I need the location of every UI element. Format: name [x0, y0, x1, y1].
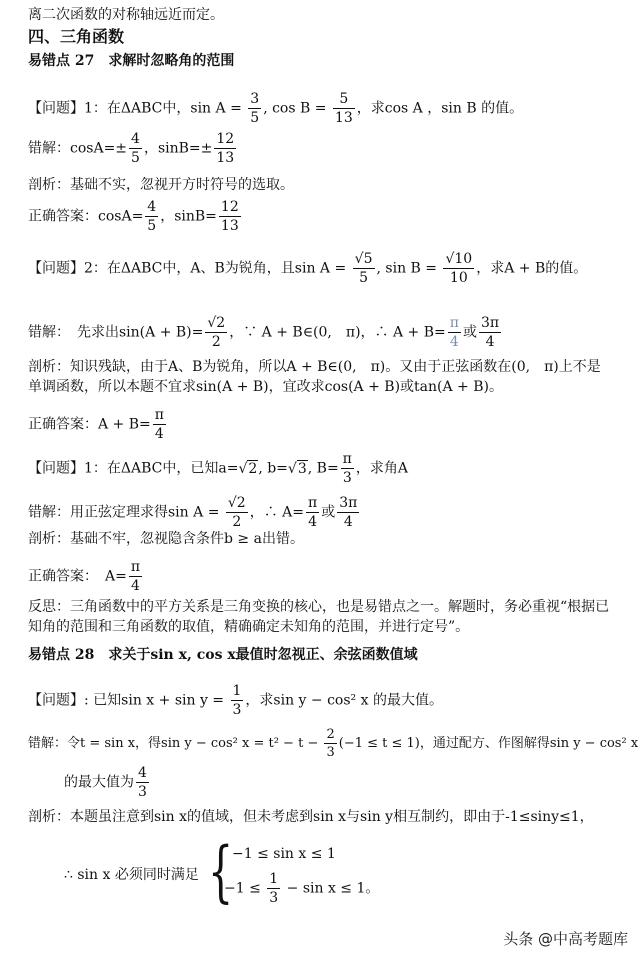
correct-answer-3: 正确答案： A= $\frac{\pi}{4}$ — [28, 559, 141, 594]
fraction: $\frac{√5}{5}$ — [354, 251, 373, 286]
fraction: $\frac{√2}{2}$ — [227, 495, 246, 530]
fraction: $\frac{\pi}{4}$ — [130, 559, 141, 594]
fraction: $\frac{1}{3}$ — [269, 871, 279, 906]
fraction: $\frac{\pi}{3}$ — [342, 451, 352, 486]
fraction: $\frac{5}{13}$ — [334, 91, 353, 126]
point-27-title: 易错点 27 求解时忽略角的范围 — [28, 53, 235, 69]
analysis-4: 剖析：本题虽注意到sin x的值域，但未考虑到sin x与sin y相互制约，即由于-1≤siny≤1， — [28, 809, 594, 825]
analysis-3: 剖析：基础不牢，忽视隐含条件b ≥ a出错。 — [28, 531, 304, 547]
reflection-line-2: 知角的范围和三角函数的取值，精确确定未知角的范围，并进行定号”。 — [28, 619, 470, 635]
fraction: $\frac{12}{13}$ — [216, 131, 235, 166]
point-28-title: 易错点 28 求关于sin x, cos x最值时忽视正、余弦函数值域 — [28, 647, 418, 663]
text-line: 离二次函数的对称轴远近而定。 — [28, 7, 224, 23]
question-3: 【问题】1：在ΔABC中，已知a=√2, b=√3, B= $\frac{\pi}{3}$ ，求角A — [28, 451, 408, 486]
wrong-answer-4: 错解：令t = sin x，得sin y − cos² x = t² − t − $\frac{2}{3}$ (−1 ≤ t ≤ 1)，通过配方、作图解得sin y − cos² x — [28, 727, 639, 760]
fraction: $\frac{√2}{2}$ — [207, 315, 226, 350]
wrong-answer-1: 错解：cosA=± $\frac{4}{5}$ ，sinB=± $\frac{12}{13}$ — [28, 131, 235, 166]
fraction: $\frac{\pi}{4}$ — [154, 407, 164, 442]
correct-answer-2: 正确答案：A + B= $\frac{\pi}{4}$ — [28, 407, 164, 442]
system-row-2: −1 ≤ $\frac{1}{3}$ − sin x ≤ 1。 — [224, 871, 380, 906]
section-title: 四、三角函数 — [28, 27, 125, 46]
fraction: $\frac{3}{5}$ — [250, 91, 260, 126]
fraction: $\frac{3\pi}{4}$ — [339, 495, 358, 530]
fraction: $\frac{√10}{10}$ — [445, 251, 473, 286]
analysis-2-line-2: 单调函数，所以本题不宜求sin(A + B)，宜改求cos(A + B)或tan(A + B)。 — [28, 379, 503, 395]
fraction: $\frac{4}{5}$ — [147, 199, 157, 234]
fraction: $\frac{\pi}{4}$ — [449, 315, 459, 350]
fraction: $\frac{12}{13}$ — [220, 199, 239, 234]
fraction: $\frac{4}{5}$ — [131, 131, 140, 166]
wrong-answer-3: 错解：用正弦定理求得sin A = $\frac{√2}{2}$ ，∴ A= $\frac{\pi}{4}$ 或 $\frac{3\pi}{4}$ — [28, 495, 358, 530]
brace: { — [208, 833, 234, 910]
question-1: 【问题】1：在ΔABC中，sin A = $\frac{3}{5}$ , cos B = $\frac{5}{13}$ ，求cos A ，sin B 的值。 — [28, 91, 524, 126]
system-row-1: −1 ≤ sin x ≤ 1 — [232, 846, 336, 862]
question-4: 【问题】: 已知sin x + sin y = $\frac{1}{3}$ ，求sin y − cos² x 的最大值。 — [28, 683, 443, 718]
system-intro: ∴ sin x 必须同时满足 — [64, 867, 199, 883]
analysis-1: 剖析：基础不实，忽视开方时符号的选取。 — [28, 177, 294, 193]
fraction: $\frac{3\pi}{4}$ — [480, 315, 500, 350]
fraction: $\frac{1}{3}$ — [232, 683, 242, 718]
watermark: 头条 @中高考题库 — [503, 930, 628, 948]
fraction: $\frac{\pi}{4}$ — [308, 495, 318, 530]
analysis-2-line-1: 剖析：知识残缺，由于A、B为锐角，所以A + B∈(0, π)。又由于正弦函数在(0, π)上不是 — [28, 359, 601, 375]
wrong-answer-4-continued: 的最大值为 $\frac{4}{3}$ — [64, 765, 147, 800]
correct-answer-1: 正确答案：cosA= $\frac{4}{5}$ ，sinB= $\frac{12}{13}$ — [28, 199, 239, 234]
inequality-system — [208, 833, 380, 910]
question-2: 【问题】2：在ΔABC中，A、B为锐角，且sin A = $\frac{√5}{5}$ , sin B = $\frac{√10}{10}$ ，求A + B的值。 — [28, 251, 588, 286]
fraction: $\frac{4}{3}$ — [138, 765, 147, 800]
wrong-answer-2: 错解： 先求出sin(A + B)= $\frac{√2}{2}$ ，∵ A + B∈(0, π)，∴ A + B= $\frac{\pi}{4}$ 或 $\frac{3\pi}{4}$ — [28, 315, 500, 350]
fraction: $\frac{2}{3}$ — [326, 727, 335, 760]
reflection-line-1: 反思：三角函数中的平方关系是三角变换的核心，也是易错点之一。解题时，务必重视“根据已 — [28, 599, 610, 615]
